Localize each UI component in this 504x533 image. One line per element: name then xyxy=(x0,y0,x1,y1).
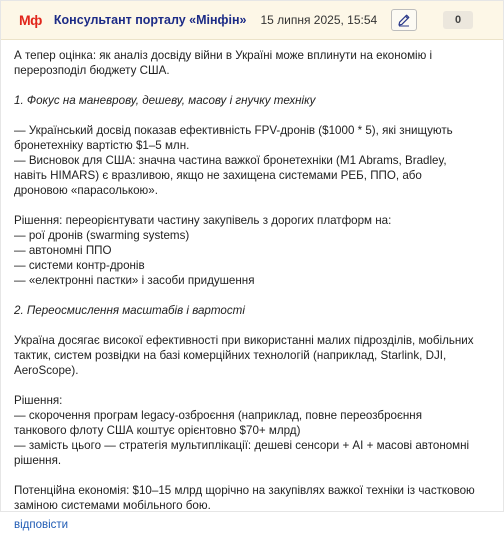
reply-link[interactable]: відповісти xyxy=(14,519,69,531)
paragraph-savings: Потенційна економія: $10–15 млрд щорічно на закупівлях важкої техніки із частковою заміною системами мобільного бою. xyxy=(14,484,475,512)
list-item: — автономні ППО xyxy=(14,244,112,257)
paragraph-fpv: — Український досвід показав ефективність FPV-дронів ($1000 * 5), які знищують бронетехніку вартістю $1–5 млн. xyxy=(14,124,453,152)
section-heading-2: 2. Переосмислення масштабів і вартості xyxy=(14,304,245,317)
edit-button[interactable] xyxy=(391,9,417,31)
list-item: — скорочення програм legacy-озброєння (наприклад, повне переозброєння танкового флоту США коштує орієнтовно $70+ млрд) xyxy=(14,409,422,437)
intro-paragraph: А тепер оцінка: як аналіз досвіду війни в Україні може вплинути на економію і перерозподіл бюджету США. xyxy=(14,49,433,77)
list-item: — замість цього — стратегія мультиплікації: дешеві сенсори + AI + масові автономні рішення. xyxy=(14,439,470,467)
pencil-icon xyxy=(397,13,411,27)
minfin-logo[interactable]: Мф xyxy=(19,12,42,28)
reply-counter-badge: 0 xyxy=(443,11,473,29)
paragraph-conclusion: — Висновок для США: значна частина важкої бронетехніки (M1 Abrams, Bradley, навіть HIMARS) є вразливою, якщо не захищена системами РЕБ, ППО, або дроновою «парасолькою». xyxy=(14,154,447,197)
section-heading-1: 1. Фокус на маневрову, дешеву, масову і гнучку техніку xyxy=(14,94,316,107)
paragraph-ukraine: Україна досягає високої ефективності при використанні малих підрозділів, мобільних тактик, систем розвідки на базі комерційних технологій (наприклад, Starlink, DJI, AeroScope). xyxy=(14,334,474,377)
list-item: — системи контр-дронів xyxy=(14,259,145,272)
comment-datetime: 15 липня 2025, 15:54 xyxy=(260,13,378,27)
author-name[interactable]: Консультант порталу «Мінфін» xyxy=(53,13,247,27)
list-item: — «електронні пастки» і засоби придушення xyxy=(14,274,255,287)
solution-title-1: Рішення: переорієнтувати частину закупівель з дорогих платформ на: xyxy=(14,214,392,227)
solution-title-2: Рішення: xyxy=(14,394,63,407)
comment-header xyxy=(1,1,503,40)
comment-body xyxy=(1,40,503,533)
list-item: — рої дронів (swarming systems) xyxy=(14,229,190,242)
